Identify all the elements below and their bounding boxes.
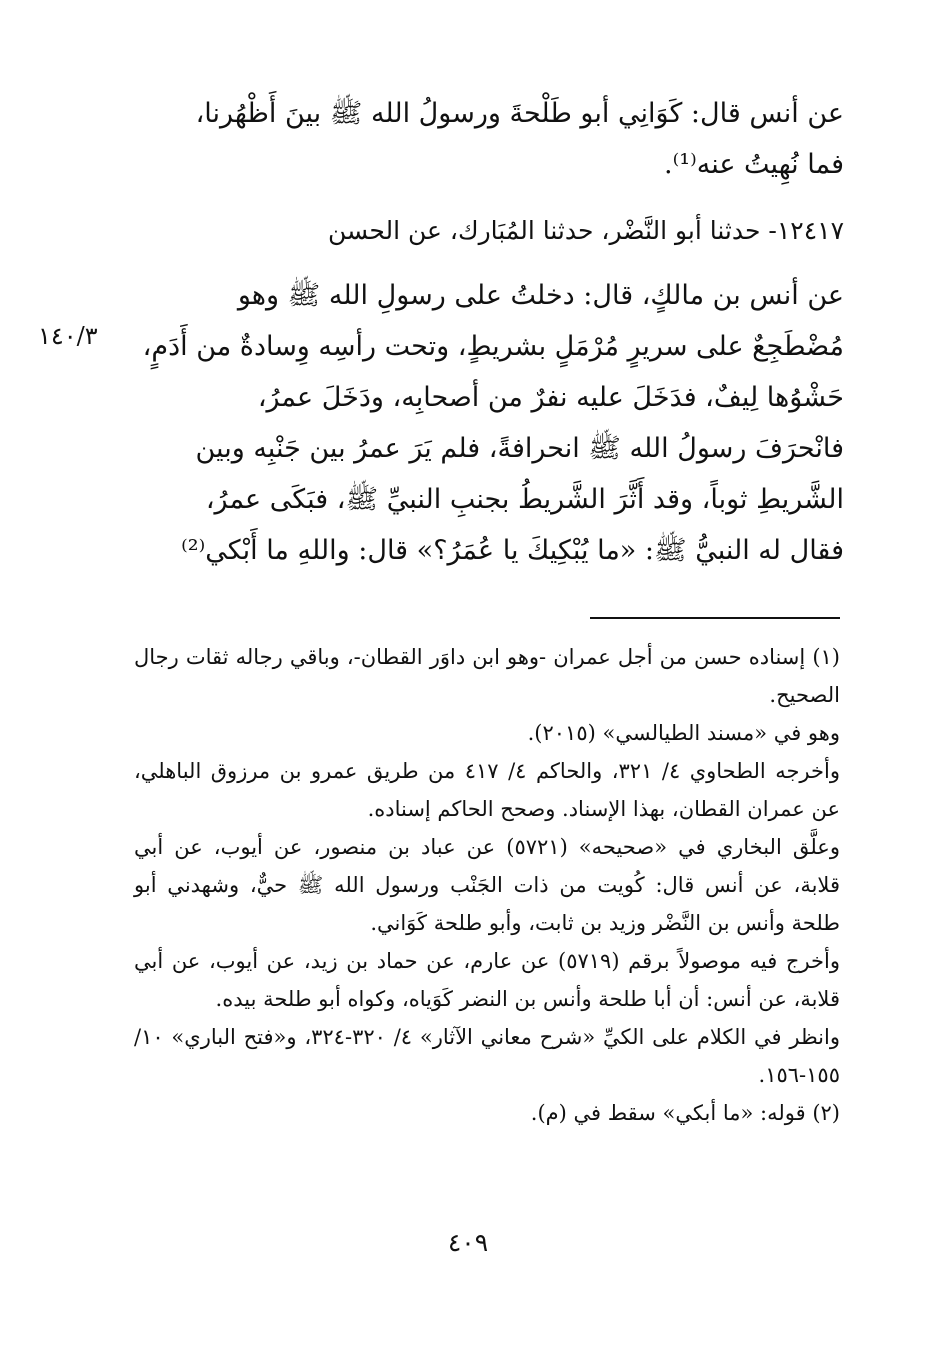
footnote-paragraph: (١) إسناده حسن من أجل عمران -وهو ابن داوَر القطان-، وباقي رجاله ثقات رجال الصحيح.	[134, 645, 840, 707]
page-number: ٤٠٩	[447, 1228, 489, 1257]
text-line: فما نُهِيتُ عنه⁽¹⁾.	[664, 149, 844, 180]
margin-reference: ١٤٠/٣	[38, 322, 98, 350]
footnote-paragraph: وأخرج فيه موصولاً برقم (٥٧١٩) عن عارم، عن حماد بن زيد، عن أيوب، عن أبي قلابة، عن أنس: أن أبا طلحة وأنس بن النضر كَوَياه، وكواه أبو طلحة بيده.	[134, 949, 841, 1011]
text-line: عن أنس قال: كَوَانِي أبو طَلْحةَ ورسولُ الله ﷺ بينَ أَظْهُرنا،	[195, 98, 844, 129]
text-line: الشَّريطِ ثوباً، وقد أَثَّرَ الشَّريطُ بجنبِ النبيِّ ﷺ، فبَكَى عمرُ،	[205, 484, 844, 515]
text-line: مُضْطَجِعٌ على سريرٍ مُرْمَلٍ بشريطٍ، وتحت رأسِه وِسادةٌ من أَدَمٍ،	[142, 331, 844, 362]
footnote-paragraph: (٢) قوله: «ما أبكي» سقط في (م).	[530, 1101, 840, 1125]
text-line: عن أنس بن مالكٍ، قال: دخلتُ على رسولِ الله ﷺ وهو	[237, 280, 844, 311]
footnote-paragraph: وانظر في الكلام على الكيِّ «شرح معاني الآثار» ٤/ ٣٢٠-٣٢٤، و«فتح الباري» ١٠/ ١٥٥-١٥٦.	[134, 1025, 840, 1087]
footnote-paragraph: وعلَّق البخاري في «صحيحه» (٥٧٢١) عن عباد بن منصور، عن أيوب، عن أبي قلابة، عن أنس قال: كُويت من ذات الجَنْب ورسول الله ﷺ حيٌّ، وشهدني أبو طلحة وأنس بن النَّضْر وزيد بن ثابت، وأبو طلحة كَوَاني.	[134, 835, 840, 935]
hadith-text	[132, 270, 844, 576]
text-line: فقال له النبيُّ ﷺ: «ما يُبْكِيكَ يا عُمَرُ؟» قال: واللهِ ما أَبْكي⁽²⁾	[181, 535, 844, 566]
text-line: حَشْوُها لِيفٌ، فدَخَلَ عليه نفرٌ من أصحابِه، ودَخَلَ عمرُ،	[257, 382, 844, 413]
hadith-heading: ١٢٤١٧- حدثنا أبو النَّضْر، حدثنا المُبَارك، عن الحسن	[328, 216, 844, 245]
footnotes	[134, 638, 840, 1132]
footnote-paragraph: وهو في «مسند الطيالسي» (٢٠١٥).	[527, 721, 840, 745]
footnote-separator	[590, 617, 840, 619]
text-line: فانْحرَفَ رسولُ الله ﷺ انحرافةً، فلم يَرَ عمرُ بين جَنْبِه وبين	[195, 433, 844, 464]
hadith-text-continuation	[132, 88, 844, 190]
footnote-paragraph: وأخرجه الطحاوي ٤/ ٣٢١، والحاكم ٤/ ٤١٧ من طريق عمرو بن مرزوق الباهلي، عن عمران القطان، بهذا الإسناد. وصحح الحاكم إسناده.	[134, 759, 840, 821]
